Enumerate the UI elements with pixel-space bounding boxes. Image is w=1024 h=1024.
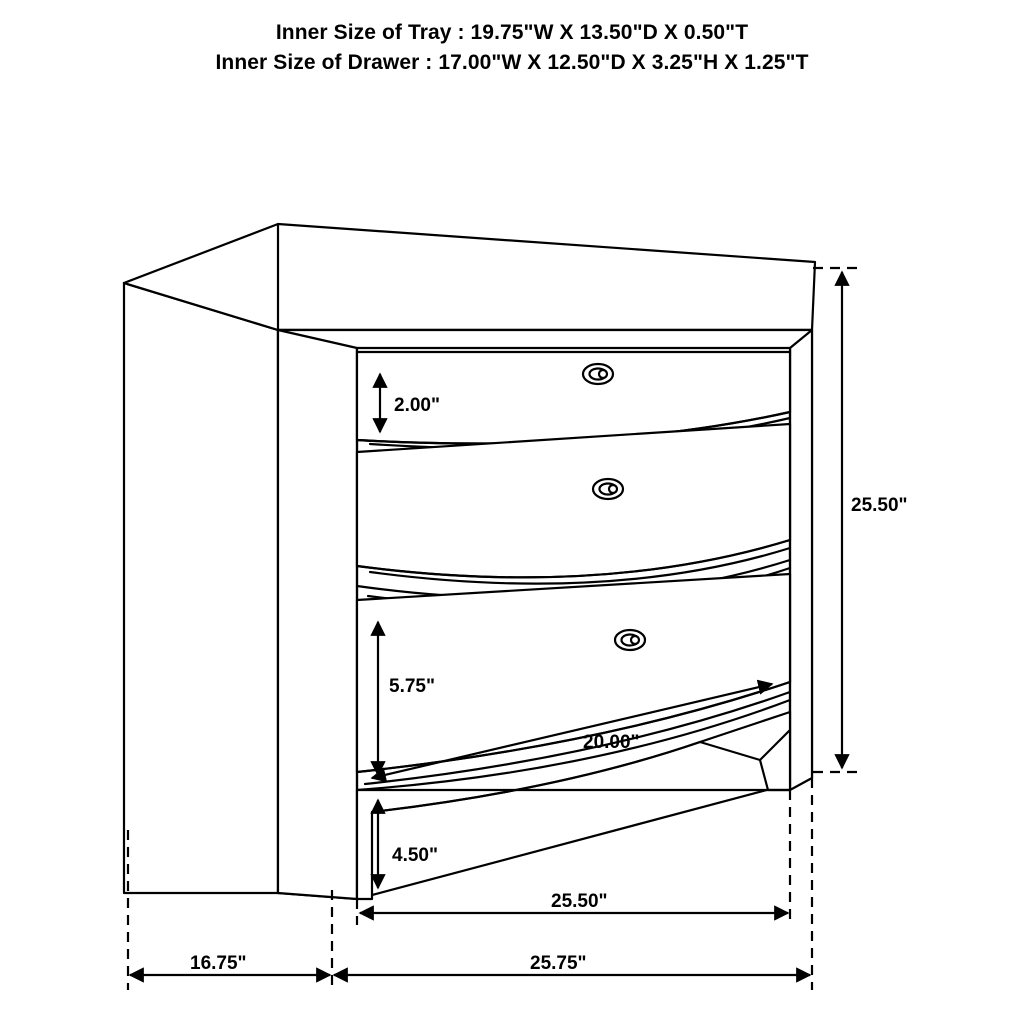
dimension-label-overall-height: 25.50" — [851, 495, 908, 516]
dimension-label-bottom-drawer-height: 5.75" — [389, 676, 435, 697]
spec-line-drawer: Inner Size of Drawer : 17.00"W X 12.50"D X 3.25"H X 1.25"T — [215, 51, 809, 74]
dimension-label-overall-width: 25.75" — [530, 953, 587, 974]
dimension-label-drawer-front-width: 20.00" — [583, 732, 640, 753]
drawer-knob-top — [583, 364, 613, 384]
drawer-knob-middle — [593, 479, 623, 499]
case-side-panel — [124, 283, 278, 893]
dimension-label-leg-height: 4.50" — [392, 845, 438, 866]
case-top — [124, 224, 815, 330]
dimension-label-side-depth: 16.75" — [190, 953, 247, 974]
drawer-knob-bottom — [615, 630, 645, 650]
front-left-stile — [278, 330, 357, 899]
spec-line-tray: Inner Size of Tray : 19.75"W X 13.50"D X 0.50"T — [275, 21, 749, 44]
dimension-label-top-drawer-height: 2.00" — [394, 395, 440, 416]
dimension-label-front-width: 25.50" — [551, 891, 608, 912]
front-right-stile — [790, 330, 812, 790]
